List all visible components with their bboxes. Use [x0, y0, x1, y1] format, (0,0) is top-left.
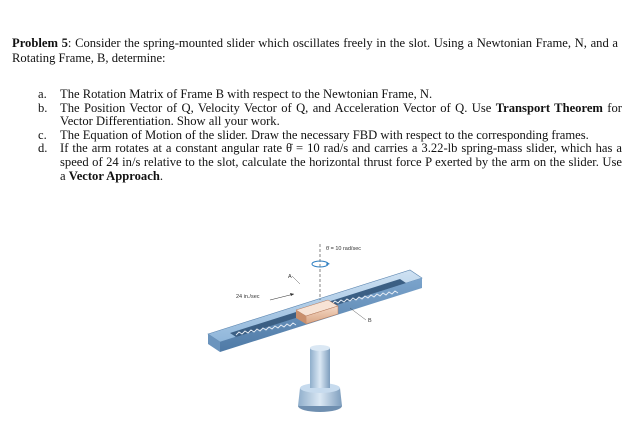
- task-text: The Equation of Motion of the slider. Draw the necessary FBD with respect to the corresponding frames.: [60, 127, 589, 142]
- point-b-leader: [350, 308, 366, 320]
- rotation-axis: [312, 244, 330, 300]
- speed-label: 24 in./sec: [236, 294, 260, 300]
- problem-intro: : Consider the spring-mounted slider which oscillates freely in the slot. Using a Newtonian Frame, N, and a Rotating Frame, B, determine:: [12, 36, 618, 65]
- slider-block: [296, 300, 338, 324]
- task-item-d: [38, 142, 622, 183]
- task-item-a: [38, 88, 622, 102]
- task-text: The Position Vector of Q, Velocity Vector of Q, and Acceleration Vector of Q. Use: [60, 100, 496, 115]
- task-text: The Rotation Matrix of Frame B with respect to the Newtonian Frame, N.: [60, 87, 433, 101]
- omega-label: θ̇ = 10 rad/sec: [326, 246, 362, 252]
- problem-statement: [12, 36, 618, 66]
- task-label: b.: [38, 100, 48, 115]
- task-text-end: for Vector Differentiation. Show all your work.: [60, 100, 622, 129]
- task-item-c: [38, 129, 622, 143]
- point-a-leader: [292, 276, 300, 284]
- point-a-label: A: [288, 274, 292, 280]
- task-emphasis: Vector Approach: [68, 168, 160, 183]
- task-label: a.: [38, 87, 47, 101]
- task-label: c.: [38, 127, 47, 142]
- base-post: [298, 345, 342, 412]
- velocity-arrow: [270, 293, 294, 300]
- point-b-label: B: [368, 318, 372, 324]
- task-item-b: [38, 102, 622, 129]
- task-label: d.: [38, 141, 48, 156]
- task-text: If the arm rotates at a constant angular rate θ̇ = 10 rad/s and carries a 3.22-lb spring-mass slider, which has a speed of 24 in/s relative to the slot, calculate the horizontal thrust force P exerted by the arm on the slider. Use a: [60, 141, 622, 183]
- task-list: [38, 88, 622, 183]
- problem-number: Problem 5: [12, 36, 68, 50]
- task-text-end: .: [159, 168, 163, 183]
- task-emphasis: Transport Theorem: [495, 100, 603, 115]
- spring-slider-figure: [200, 238, 440, 418]
